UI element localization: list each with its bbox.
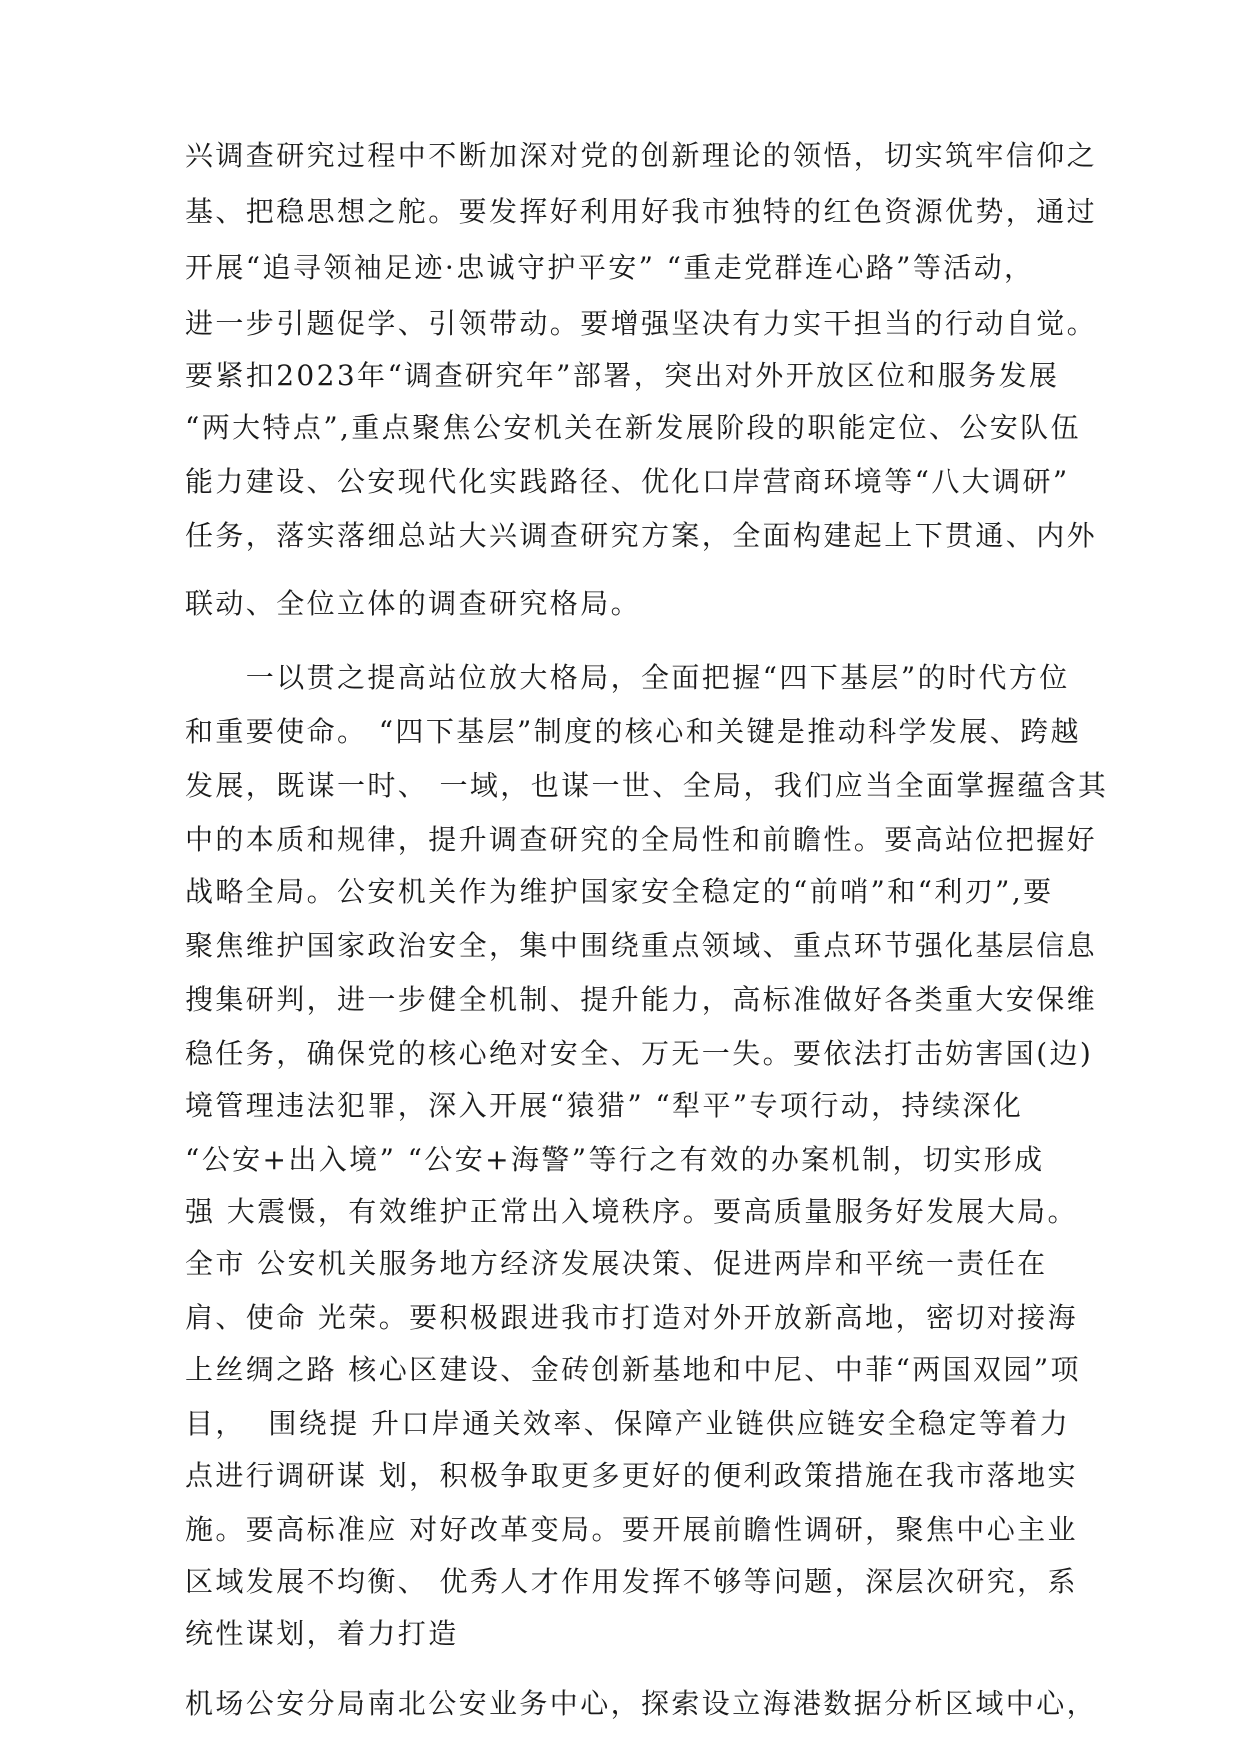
- text-line: 全市 公安机关服务地方经济发展决策、促进两岸和平统一责任在: [185, 1247, 1048, 1280]
- text-line: 聚焦维护国家政治安全，集中围绕重点领域、重点环节强化基层信息: [185, 929, 1098, 962]
- text-line: 区域发展不均衡、 优秀人才作用发挥不够等问题，深层次研究，系: [185, 1565, 1078, 1598]
- text-line: 上丝绸之路 核心区建设、金砖创新基地和中尼、中菲“两国双园”项: [185, 1353, 1081, 1386]
- text-line: 搜集研判，进一步健全机制、提升能力，高标准做好各类重大安保维: [185, 983, 1098, 1016]
- text-line: 统性谋划，着力打造: [185, 1617, 459, 1650]
- text-line: 能力建设、公安现代化实践路径、优化口岸营商环境等“八大调研”: [185, 465, 1070, 498]
- text-line: “公安+出入境” “公安+海警”等行之有效的办案机制，切实形成: [185, 1143, 1045, 1176]
- text-line: 基、把稳思想之舵。要发挥好利用好我市独特的红色资源优势，通过: [185, 195, 1098, 228]
- text-line: 发展，既谋一时、 一域，也谋一世、全局，我们应当全面掌握蕴含其: [185, 769, 1109, 802]
- text-line: 点进行调研谋 划，积极争取更多更好的便利政策措施在我市落地实: [185, 1459, 1078, 1492]
- text-line: 强 大震慑，有效维护正常出入境秩序。要高质量服务好发展大局。: [185, 1195, 1078, 1228]
- text-line: 中的本质和规律，提升调查研究的全局性和前瞻性。要高站位把握好: [185, 823, 1098, 856]
- paragraph-start-line: 一以贯之提高站位放大格局，全面把握“四下基层”的时代方位: [185, 661, 1070, 694]
- text-line: 战略全局。公安机关作为维护国家安全稳定的“前哨”和“利刃”,要: [185, 875, 1054, 908]
- text-line: 任务，落实落细总站大兴调查研究方案，全面构建起上下贯通、内外: [185, 519, 1098, 552]
- text-line: 肩、使命 光荣。要积极跟进我市打造对外开放新高地，密切对接海: [185, 1301, 1078, 1334]
- text-line: 稳任务，确保党的核心绝对安全、万无一失。要依法打击妨害国(边): [185, 1037, 1094, 1070]
- text-line: 开展“追寻领袖足迹·忠诚守护平安” “重走党群连心路”等活动，: [185, 251, 1035, 284]
- text-line: “两大特点”,重点聚焦公安机关在新发展阶段的职能定位、公安队伍: [185, 411, 1081, 444]
- text-line: 目， 围绕提 升口岸通关效率、保障产业链供应链安全稳定等着力: [185, 1407, 1071, 1440]
- text-line: 要紧扣2023年“调查研究年”部署，突出对外开放区位和服务发展: [185, 359, 1060, 392]
- text-line: 兴调查研究过程中不断加深对党的创新理论的领悟，切实筑牢信仰之: [185, 139, 1098, 172]
- text-line: 机场公安分局南北公安业务中心，探索设立海港数据分析区域中心，: [185, 1687, 1098, 1720]
- text-line: 境管理违法犯罪，深入开展“猿猎” “犁平”专项行动，持续深化: [185, 1089, 1024, 1122]
- text-line: 施。要高标准应 对好改革变局。要开展前瞻性调研，聚焦中心主业: [185, 1513, 1078, 1546]
- text-line: 进一步引题促学、引领带动。要增强坚决有力实干担当的行动自觉。: [185, 307, 1098, 340]
- text-line: 联动、全位立体的调查研究格局。: [185, 587, 642, 620]
- text-line: 和重要使命。 “四下基层”制度的核心和关键是推动科学发展、跨越: [185, 715, 1081, 748]
